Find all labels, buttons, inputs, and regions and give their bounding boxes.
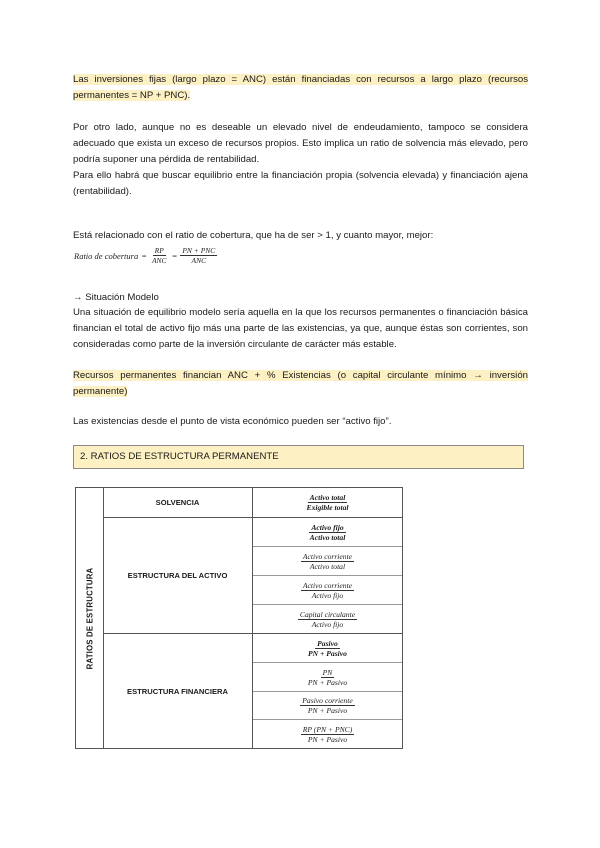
ratio-cell [253,720,402,748]
category-estructura-financiera: ESTRUCTURA FINANCIERA [103,634,253,748]
paragraph-situacion-modelo: Una situación de equilibrio modelo sería aquella en la que los recursos permanentes o financiación básica financian el total de activo fijo más una parte de las existencias, ya que, aunque éstas son corrientes, son consideradas como parte de la inversión circulante de carácter más estable. [73,307,528,350]
paragraph-recursos-permanentes [73,368,528,400]
formula-denominator-2: ANC [191,256,207,265]
ratio-denominator: PN + Pasivo [307,706,348,715]
ratio-numerator: Activo corriente [302,551,353,561]
ratios-table [75,487,403,749]
formula-fraction-1 [150,246,169,265]
ratio-fraction [308,523,348,542]
paragraph-ratio-cobertura: Está relacionado con el ratio de cobertura, que ha de ser > 1, y cuanto mayor, mejor: [73,230,434,241]
ratio-denominator: PN + Pasivo [307,734,348,744]
ratio-denominator: PN + Pasivo [307,677,348,687]
formula-equals-2: = [171,250,178,261]
ratio-numerator: Activo total [309,493,346,502]
ratio-fraction [301,581,354,600]
vertical-label-text: RATIOS DE ESTRUCTURA [85,567,95,669]
formula-equals-1: = [141,250,147,261]
ratio-denominator: Activo fijo [311,619,344,629]
ratio-denominator: Exigible total [306,503,349,512]
ratio-cell [253,547,402,576]
ratio-numerator: PN [322,667,333,677]
ratio-denominator: Activo total [309,532,346,542]
ratio-numerator: Capital circulante [299,609,356,619]
formula-numerator-2: PN + PNC [182,246,216,255]
formula-denominator-1: ANC [151,256,167,265]
ratios-vertical-label [76,488,104,748]
formula-numerator-1: RP [154,246,164,255]
ratio-numerator: Pasivo corriente [302,696,353,705]
ratio-denominator: Activo total [309,561,346,571]
ratio-numerator: RP (PN + PNC) [302,724,353,734]
ratio-fraction [305,493,351,512]
ratio-denominator: Activo fijo [311,590,344,600]
formula-label: Ratio de cobertura [74,250,139,261]
category-estructura-activo: ESTRUCTURA DEL ACTIVO [103,518,253,634]
ratio-numerator: Pasivo [317,638,338,648]
ratio-cell [253,605,402,634]
ratio-fraction [306,668,349,687]
ratio-numerator: Activo fijo [311,522,344,532]
highlighted-text: Las inversiones fijas (largo plazo = ANC) están financiadas con recursos a largo plazo (recursos permanentes = NP + PNC). [73,74,528,101]
ratio-numerator: Activo corriente [302,580,353,590]
paragraph-inversiones-fijas [73,72,528,104]
section-heading: 2. RATIOS DE ESTRUCTURA PERMANENTE [73,445,524,469]
paragraph-existencias: Las existencias desde el punto de vista económico pueden ser “activo fijo”. [73,416,392,427]
paragraph-situacion-title: → Situación Modelo [73,292,159,303]
ratio-fraction [306,639,349,658]
ratio-cell [253,518,402,547]
ratio-fraction [300,696,354,715]
ratio-cell [253,692,402,720]
highlighted-text: Recursos permanentes financian ANC + % Existencias (o capital circulante mínimo → inversión permanente) [73,370,528,397]
ratio-fraction [298,610,357,629]
formula-ratio-cobertura [74,246,217,265]
ratio-cell [253,634,402,663]
paragraph-equilibrio: Para ello habrá que buscar equilibrio entre la financiación propia (solvencia elevada) y financiación ajena (rentabilidad). [73,170,528,197]
ratio-cell [253,488,402,518]
ratio-fraction [301,552,354,571]
formula-fraction-2 [180,246,217,265]
ratio-cell [253,663,402,692]
ratio-cell [253,576,402,605]
ratio-fraction [301,725,355,744]
ratio-denominator: PN + Pasivo [308,648,347,658]
category-solvencia: SOLVENCIA [103,488,253,518]
paragraph-endeudamiento: Por otro lado, aunque no es deseable un elevado nivel de endeudamiento, tampoco se considera adecuado que exista un exceso de recursos propios. Esto implica un ratio de solvencia más elevado, pero podría suponer una pérdida de rentabilidad. [73,122,528,165]
